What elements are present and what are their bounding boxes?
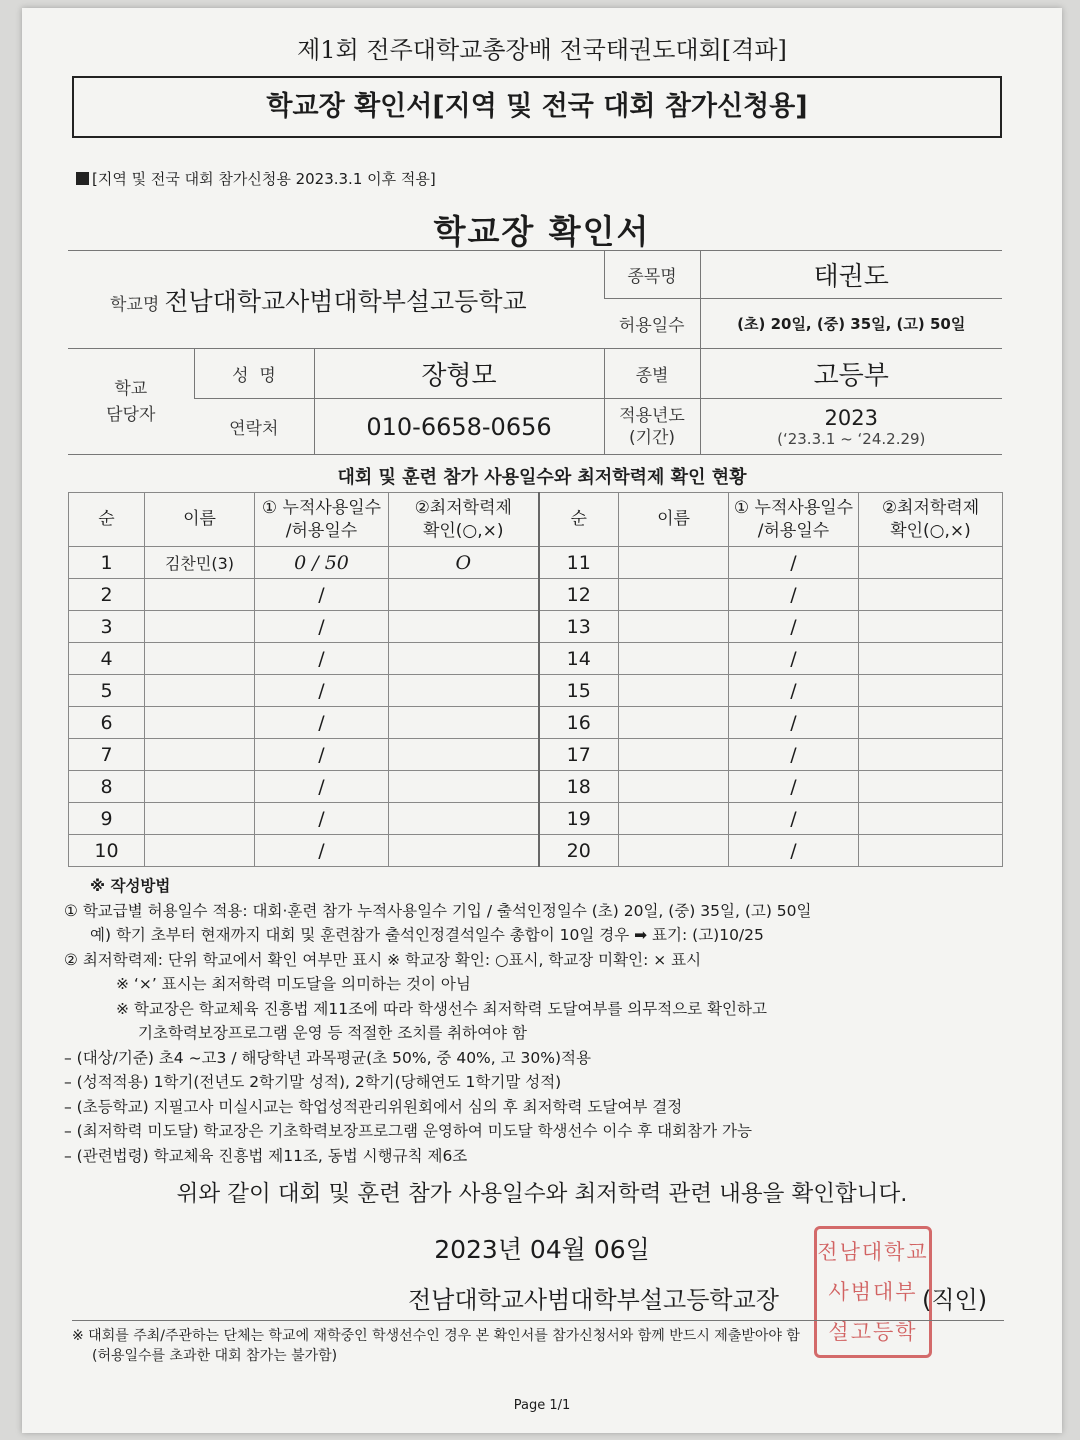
- cell-check: [859, 579, 1003, 611]
- footnote: [72, 1326, 1032, 1366]
- cell-days: /: [729, 579, 859, 611]
- cell-no: 12: [539, 579, 619, 611]
- section-title: 대회 및 훈련 참가 사용일수와 최저학력제 확인 현황: [337, 467, 747, 488]
- cell-name: [619, 707, 729, 739]
- cell-no: 18: [539, 771, 619, 803]
- cell-no: 14: [539, 643, 619, 675]
- cell-days: /: [255, 675, 389, 707]
- year-value: 2023: [824, 405, 878, 430]
- cell-check: [859, 771, 1003, 803]
- allowed-label: 허용일수: [604, 299, 700, 349]
- cell-name: [619, 643, 729, 675]
- cell-check: [389, 739, 539, 771]
- cell-name: [619, 547, 729, 579]
- cell-no: 11: [539, 547, 619, 579]
- school-label: 학교명: [110, 294, 160, 315]
- table-row: [69, 835, 1003, 867]
- event-label: 종목명: [604, 251, 700, 299]
- col-no: 순: [69, 493, 145, 547]
- cell-name: [145, 579, 255, 611]
- col-name: 이름: [145, 493, 255, 547]
- cell-name: [145, 835, 255, 867]
- table-row: [69, 579, 1003, 611]
- note-2-sub1: ※ ‘×’ 표시는 최저학력 미도달을 의미하는 것이 아님: [116, 975, 471, 993]
- cell-no: 6: [69, 707, 145, 739]
- participation-table: [68, 492, 1003, 867]
- table-body: [69, 547, 1003, 867]
- cell-days: /: [729, 611, 859, 643]
- cell-days: /: [255, 579, 389, 611]
- cell-check: [859, 835, 1003, 867]
- cell-check: [859, 675, 1003, 707]
- cell-check: [389, 579, 539, 611]
- cell-check: [859, 707, 1003, 739]
- cell-no: 7: [69, 739, 145, 771]
- event-value: 태권도: [700, 251, 1002, 299]
- event-title: 제1회 전주대학교총장배 전국태권도대회[격파]: [297, 36, 787, 64]
- principal-name: 전남대학교사범대학부설고등학교장: [408, 1286, 779, 1314]
- cell-days: /: [255, 771, 389, 803]
- cell-days: /: [255, 803, 389, 835]
- cell-name: 김찬민(3): [145, 547, 255, 579]
- form-title-box: 학교장 확인서[지역 및 전국 대회 참가신청용]: [72, 76, 1002, 138]
- instructions: [64, 874, 1014, 1168]
- cell-no: 20: [539, 835, 619, 867]
- table-row: [69, 611, 1003, 643]
- table-row: [69, 643, 1003, 675]
- cell-days: 0 / 50: [255, 547, 389, 579]
- cell-days: /: [255, 835, 389, 867]
- notice-text: [지역 및 전국 대회 참가신청용 2023.3.1 이후 적용]: [92, 170, 436, 188]
- page-number: Page 1/1: [513, 1398, 571, 1413]
- cell-check: [389, 803, 539, 835]
- seal-note: (직인): [922, 1286, 988, 1314]
- cell-check: [389, 675, 539, 707]
- cell-check: O: [389, 547, 539, 579]
- cell-no: 19: [539, 803, 619, 835]
- note-2-sub3: 기초학력보장프로그램 운영 등 적절한 조치를 취하여야 함: [138, 1024, 527, 1042]
- cell-check: [859, 547, 1003, 579]
- detail-5: – (관련법령) 학교체육 진흥법 제11조, 동법 시행규칙 제6조: [64, 1146, 468, 1165]
- allowed-value: (초) 20일, (중) 35일, (고) 50일: [700, 299, 1002, 349]
- table-header-row: [69, 493, 1003, 547]
- cell-no: 2: [69, 579, 145, 611]
- division-value: 고등부: [700, 349, 1002, 399]
- cell-days: /: [729, 547, 859, 579]
- school-cell: [68, 251, 604, 349]
- note-2-sub2: ※ 학교장은 학교체육 진흥법 제11조에 따라 학생선수 최저학력 도달여부를 의무적으로 확인하고: [116, 999, 767, 1018]
- table-row: [69, 547, 1003, 579]
- table-row: [69, 739, 1003, 771]
- info-table: [68, 250, 1002, 455]
- col-name: 이름: [619, 493, 729, 547]
- cell-no: 4: [69, 643, 145, 675]
- square-bullet-icon: [76, 172, 89, 185]
- cell-name: [619, 579, 729, 611]
- cell-days: /: [255, 739, 389, 771]
- period-value: (‘23.3.1 ~ ‘24.2.29): [777, 429, 926, 448]
- cell-no: 1: [69, 547, 145, 579]
- cell-no: 3: [69, 611, 145, 643]
- col-days: ① 누적사용일수 /허용일수: [729, 493, 859, 547]
- cell-name: [619, 803, 729, 835]
- col-check: ②최저학력제 확인(○,×): [389, 493, 539, 547]
- note-1: ① 학교급별 허용일수 적용: 대회·훈련 참가 누적사용일수 기입 / 출석인정일수 (초) 20일, (중) 35일, (고) 50일: [64, 901, 812, 920]
- cell-no: 5: [69, 675, 145, 707]
- cell-days: /: [729, 707, 859, 739]
- cell-name: [619, 835, 729, 867]
- table-row: [69, 707, 1003, 739]
- footnote-line-1: ※ 대회를 주최/주관하는 단체는 학교에 재학중인 학생선수인 경우 본 확인서를 참가신청서와 함께 반드시 제출받아야 함: [72, 1328, 800, 1344]
- col-check: ②최저학력제 확인(○,×): [859, 493, 1003, 547]
- cell-check: [859, 643, 1003, 675]
- cell-name: [619, 739, 729, 771]
- cell-check: [389, 771, 539, 803]
- document-page: [22, 8, 1062, 1433]
- cell-no: 13: [539, 611, 619, 643]
- footer-divider: [72, 1320, 1004, 1321]
- notice-line: [76, 168, 436, 189]
- cell-days: /: [729, 643, 859, 675]
- cell-no: 16: [539, 707, 619, 739]
- year-label: 적용년도 (기간): [604, 399, 700, 455]
- cell-days: /: [729, 771, 859, 803]
- col-days: ① 누적사용일수 /허용일수: [255, 493, 389, 547]
- staff-label: 학교 담당자: [68, 349, 194, 455]
- cell-name: [145, 611, 255, 643]
- staff-name: 장형모: [314, 349, 604, 399]
- cell-no: 8: [69, 771, 145, 803]
- cell-check: [389, 707, 539, 739]
- cell-check: [859, 611, 1003, 643]
- cell-name: [145, 771, 255, 803]
- school-name: 전남대학교사범대학부설고등학교: [164, 286, 527, 316]
- cell-check: [389, 611, 539, 643]
- cell-check: [389, 643, 539, 675]
- cell-days: /: [255, 707, 389, 739]
- cell-check: [389, 835, 539, 867]
- cell-days: /: [729, 675, 859, 707]
- official-seal-stamp: 전남대학교 사범대부 설고등학: [814, 1226, 932, 1358]
- name-label: 성 명: [194, 349, 314, 399]
- cell-name: [619, 771, 729, 803]
- notes-heading: ※ 작성방법: [90, 877, 171, 895]
- table-row: [69, 803, 1003, 835]
- cell-check: [859, 739, 1003, 771]
- detail-2: – (성적적용) 1학기(전년도 2학기말 성적), 2학기(당해연도 1학기말 성적): [64, 1073, 562, 1091]
- certificate-title: 학교장 확인서: [433, 212, 651, 251]
- cell-name: [145, 739, 255, 771]
- cell-name: [619, 611, 729, 643]
- cell-days: /: [729, 835, 859, 867]
- cell-days: /: [729, 803, 859, 835]
- cell-name: [619, 675, 729, 707]
- cell-no: 15: [539, 675, 619, 707]
- cell-name: [145, 707, 255, 739]
- cell-no: 9: [69, 803, 145, 835]
- cell-name: [145, 803, 255, 835]
- contact-label: 연락처: [194, 399, 314, 455]
- cell-name: [145, 643, 255, 675]
- cell-check: [859, 803, 1003, 835]
- cell-no: 17: [539, 739, 619, 771]
- issue-date: 2023년 04월 06일: [434, 1235, 650, 1264]
- note-1-example: 예) 학기 초부터 현재까지 대회 및 훈련참가 출석인정결석일수 총합이 10일 경우 ➡ 표기: (고)10/25: [90, 926, 764, 944]
- col-no: 순: [539, 493, 619, 547]
- table-row: [69, 771, 1003, 803]
- year-cell: [700, 399, 1002, 455]
- table-row: [69, 675, 1003, 707]
- cell-name: [145, 675, 255, 707]
- cell-days: /: [255, 611, 389, 643]
- detail-4: – (최저학력 미도달) 학교장은 기초학력보장프로그램 운영하여 미도달 학생선수 이수 후 대회참가 가능: [64, 1122, 752, 1140]
- note-2: ② 최저학력제: 단위 학교에서 확인 여부만 표시 ※ 학교장 확인: ○표시, 학교장 미확인: × 표시: [64, 950, 702, 969]
- cell-no: 10: [69, 835, 145, 867]
- division-label: 종별: [604, 349, 700, 399]
- cell-days: /: [729, 739, 859, 771]
- confirmation-statement: 위와 같이 대회 및 훈련 참가 사용일수와 최저학력 관련 내용을 확인합니다.: [176, 1181, 908, 1207]
- footnote-line-2: (허용일수를 초과한 대회 참가는 불가함): [92, 1348, 338, 1364]
- contact-value: 010-6658-0656: [314, 399, 604, 455]
- detail-1: – (대상/기준) 초4 ~고3 / 해당학년 과목평균(초 50%, 중 40%, 고 30%)적용: [64, 1048, 591, 1067]
- cell-days: /: [255, 643, 389, 675]
- detail-3: – (초등학교) 지필고사 미실시교는 학업성적관리위원회에서 심의 후 최저학력 도달여부 결정: [64, 1097, 683, 1116]
